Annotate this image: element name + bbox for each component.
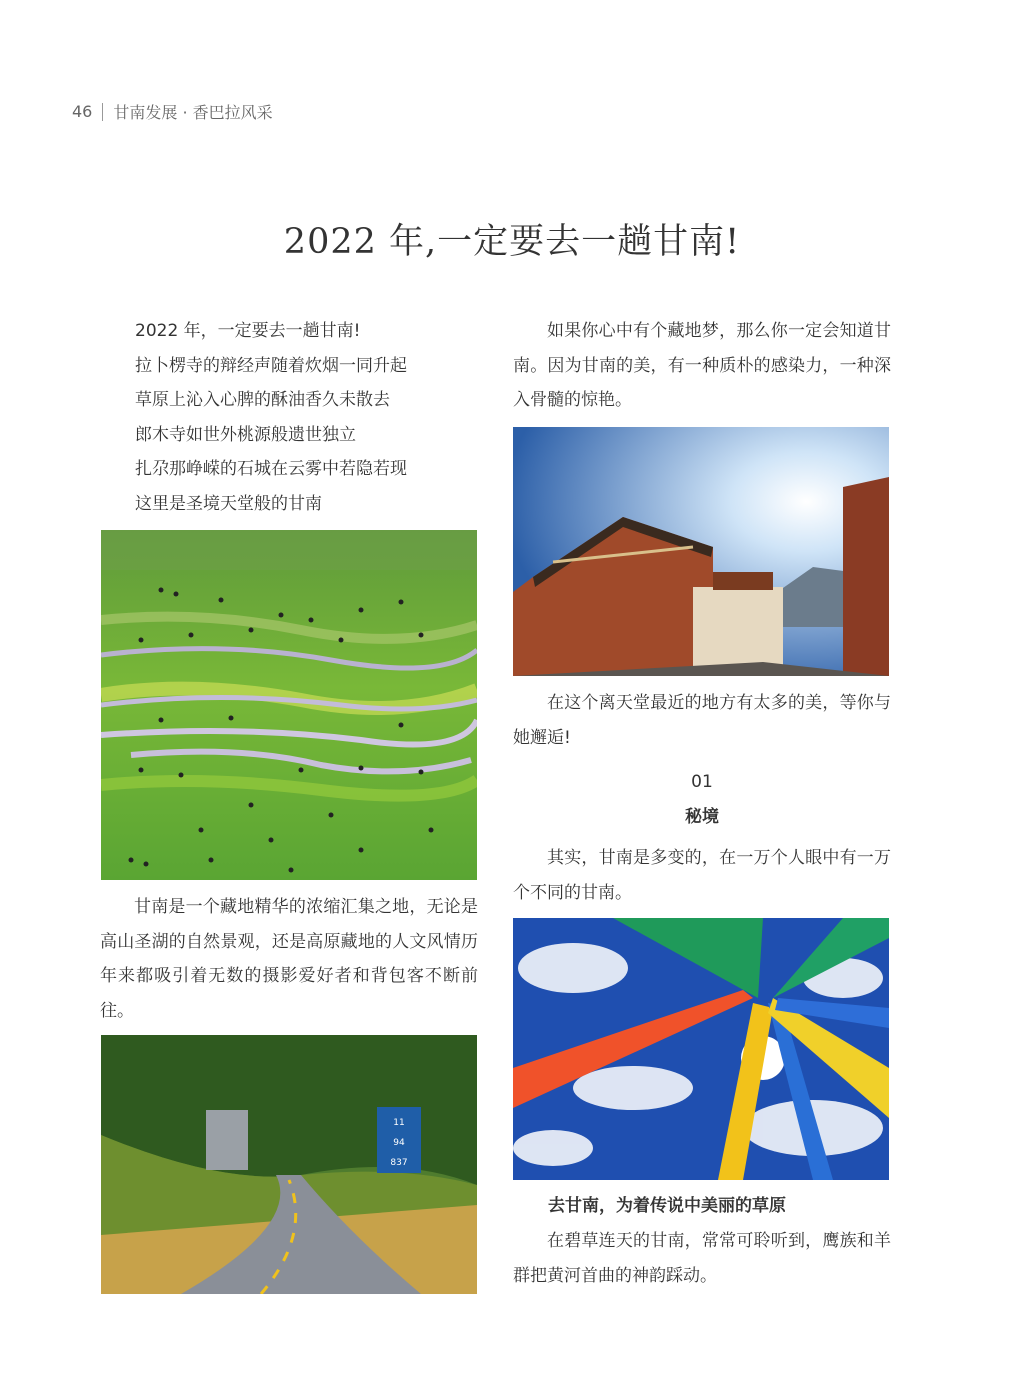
- section-heading: [513, 765, 891, 834]
- intro-poem: [100, 314, 478, 521]
- body-text: 如果你心中有个藏地梦，那么你一定会知道甘南。因为甘南的美，有一种质朴的感染力，一种深入骨髓的惊艳。: [513, 321, 891, 410]
- road-sign-distance: 11: [393, 1118, 405, 1128]
- poem-line: 扎尕那峥嵘的石城在云雾中若隐若现: [135, 459, 407, 479]
- road-sign-distance: 94: [393, 1138, 405, 1148]
- right-subhead: [513, 1189, 891, 1224]
- mountain-road-photo: [101, 1035, 477, 1294]
- body-text: 在这个离天堂最近的地方有太多的美，等你与她邂逅!: [513, 693, 891, 748]
- poem-line: 2022 年，一定要去一趟甘南!: [135, 321, 361, 341]
- section-name: 甘南发展 · 香巴拉风采: [113, 103, 273, 122]
- article-title: 2022 年,一定要去一趟甘南!: [283, 222, 741, 262]
- section-title: 秘境: [685, 806, 719, 827]
- poem-line: 郎木寺如世外桃源般遗世独立: [135, 424, 356, 445]
- prayer-flags-photo: [513, 918, 889, 1180]
- right-intro: [513, 314, 891, 418]
- road-sign-distance: 837: [390, 1158, 408, 1168]
- page-header: [72, 100, 273, 123]
- poem-line: 这里是圣境天堂般的甘南: [135, 493, 322, 514]
- body-text: 在碧草连天的甘南，常常可聆听到，鹰族和羊群把黄河首曲的神韵踩动。: [513, 1231, 891, 1286]
- grassland-photo: [101, 530, 477, 880]
- right-para2: [513, 686, 891, 755]
- temple-photo: [513, 427, 889, 676]
- left-paragraph: [100, 890, 478, 1028]
- subheading: 去甘南，为着传说中美丽的草原: [548, 1196, 786, 1216]
- right-para3: [513, 841, 891, 910]
- body-text: 甘南是一个藏地精华的浓缩汇集之地，无论是高山圣湖的自然景观，还是高原藏地的人文风情历年来都吸引着无数的摄影爱好者和背包客不断前往。: [100, 897, 478, 1021]
- poem-line: 草原上沁入心脾的酥油香久未散去: [135, 390, 390, 410]
- body-text: 其实，甘南是多变的，在一万个人眼中有一万个不同的甘南。: [513, 848, 891, 903]
- poem-line: 拉卜楞寺的辩经声随着炊烟一同升起: [135, 355, 407, 376]
- page-number: 46: [72, 102, 93, 121]
- header-divider: [102, 103, 103, 121]
- right-para4: [513, 1224, 891, 1293]
- section-number: 01: [691, 772, 713, 792]
